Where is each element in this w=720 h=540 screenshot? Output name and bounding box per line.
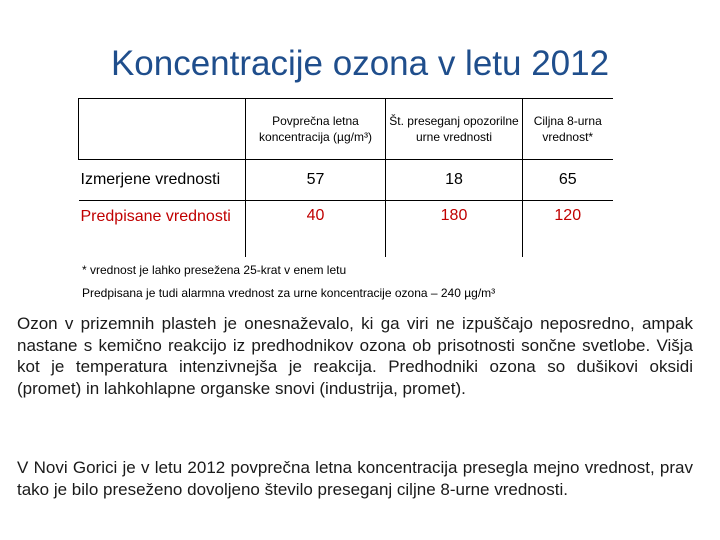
paragraph-nova-gorica: V Novi Gorici je v letu 2012 povprečna letna koncentracija presegla mejno vrednost, prav tako je bilo preseženo dovoljeno število preseganj ciljne 8-urne vrednosti. [17, 458, 693, 499]
cell-prescribed-average: 40 [246, 201, 386, 258]
paragraph-ozone-info: Ozon v prizemnih plasteh je onesnaževalo, ki ga viri ne izpuščajo neposredno, ampak nastane s kemično reakcijo iz predhodnikov ozona ob prisotnosti sončne svetlobe. Višja kot je temperatura intenzivnejša je reakcija. Predhodniki ozona so dušikovi oksidi (promet) in lahkohlapne organske snovi (industrija, promet). [17, 314, 693, 398]
alarm-note: Predpisana je tudi alarmna vrednost za urne koncentracije ozona – 240 µg/m³ [82, 286, 496, 300]
header-target-value: Ciljna 8-urna vrednost* [523, 99, 613, 160]
page-title: Koncentracije ozona v letu 2012 [110, 44, 610, 83]
table-row [79, 160, 613, 201]
cell-measured-average: 57 [246, 160, 386, 201]
table-header-row [79, 99, 613, 160]
table-corner-cell [79, 99, 246, 160]
cell-measured-target: 65 [523, 160, 613, 201]
ozone-table [78, 98, 613, 257]
cell-measured-exceedances: 18 [386, 160, 523, 201]
table-row [79, 201, 613, 258]
cell-prescribed-target: 120 [554, 207, 582, 224]
header-annual-average: Povprečna letna koncentracija (µg/m³) [246, 99, 386, 160]
header-exceedances: Št. preseganj opozorilne urne vrednosti [386, 99, 523, 160]
row-label-prescribed: Predpisane vrednosti [79, 201, 246, 258]
footnote: * vrednost je lahko presežena 25-krat v enem letu [82, 263, 347, 277]
row-label-measured: Izmerjene vrednosti [79, 160, 246, 201]
cell-prescribed-exceedances: 180 [386, 201, 523, 258]
